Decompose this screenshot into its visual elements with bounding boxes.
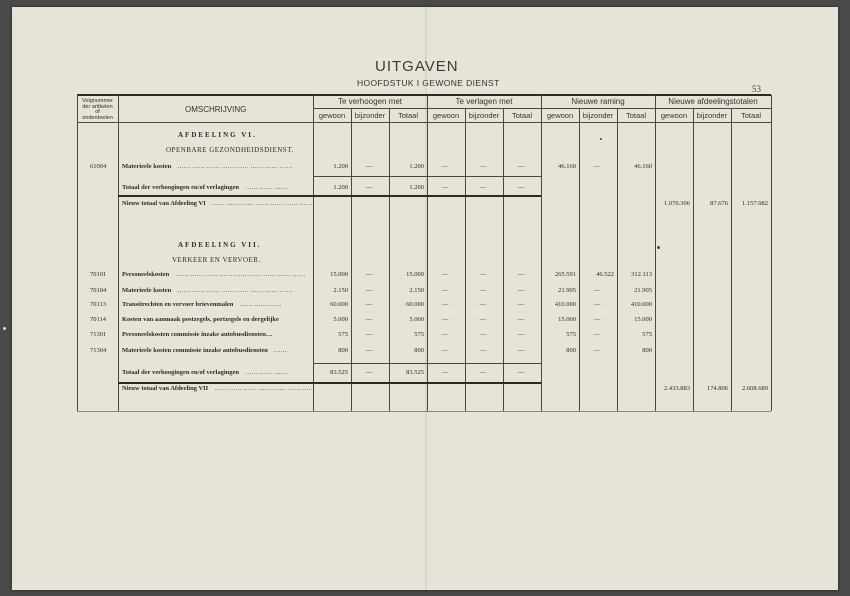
amount-cell: —: [479, 331, 487, 338]
amount-cell: 21.905: [634, 287, 652, 294]
article-description: Kosten van aanmaak postzegels, portzegels en dergelijke: [122, 316, 279, 323]
volgnummer-header: onderdeelen: [82, 114, 113, 121]
article-description: Materieele kosten …… …… …… …… …… …… …… ……: [122, 287, 293, 294]
section-subheading: VERKEER EN VERVOER.: [172, 256, 261, 264]
article-number: 71304: [90, 347, 107, 354]
amount-cell: 5.000: [409, 316, 424, 323]
new-total-description: Nieuw totaal van Afdeeling VI …… …… …… …… …… …… ……: [122, 200, 313, 207]
amount-cell: —: [441, 331, 449, 338]
amount-cell: —: [441, 301, 449, 308]
total-amount: 1.200: [333, 184, 348, 191]
column-subheader: Totaal: [740, 111, 761, 120]
total-amount: 1.200: [409, 184, 424, 191]
page-number: 53: [752, 84, 761, 94]
column-divider: [771, 95, 772, 411]
amount-cell: 2.150: [409, 287, 424, 294]
column-divider: [465, 108, 466, 411]
header-bottom-rule: [77, 122, 771, 123]
amount-cell: —: [365, 316, 373, 323]
page-subtitle: HOOFDSTUK I GEWONE DIENST: [357, 78, 500, 88]
dot-leader: …… …… ……: [245, 369, 288, 376]
omschrijving-header: OMSCHRIJVING: [185, 105, 247, 114]
column-group-header: Te verhoogen met: [337, 97, 403, 106]
amount-cell: —: [365, 301, 373, 308]
total-description: Totaal der verhoogingen en/of verlagingen …… …… ……: [122, 184, 288, 191]
amount-cell: —: [479, 301, 487, 308]
amount-cell: —: [441, 347, 449, 354]
section-heading: AFDEELING VI.: [178, 131, 257, 139]
amount-cell: —: [593, 163, 601, 170]
margin-mark: [657, 246, 660, 249]
column-divider: [731, 108, 732, 411]
article-number: 70114: [90, 316, 107, 323]
amount-cell: —: [517, 301, 525, 308]
column-divider: [77, 95, 78, 411]
margin-mark: [3, 327, 6, 330]
article-number: 70104: [90, 287, 107, 294]
amount-cell: 312.113: [631, 271, 652, 278]
amount-cell: 46.160: [634, 163, 652, 170]
amount-cell: 15.000: [634, 316, 652, 323]
amount-cell: —: [593, 301, 601, 308]
amount-cell: 800: [414, 347, 424, 354]
column-subheader: Totaal: [397, 111, 418, 120]
amount-cell: —: [593, 347, 601, 354]
article-description: Materieele kosten …… …… …… …… …… …… …… ……: [122, 163, 293, 170]
amount-cell: —: [517, 163, 525, 170]
article-number: 71301: [90, 331, 107, 338]
article-number: 70101: [90, 271, 107, 278]
amount-cell: 60.000: [330, 301, 348, 308]
amount-cell: —: [365, 347, 373, 354]
total-amount: —: [517, 184, 525, 191]
amount-cell: —: [593, 316, 601, 323]
amount-cell: —: [593, 331, 601, 338]
article-number: 70113: [90, 301, 107, 308]
amount-cell: —: [517, 316, 525, 323]
amount-cell: 60.000: [406, 301, 424, 308]
total-double-rule: [118, 195, 541, 197]
column-subheader: bijzonder: [468, 111, 500, 120]
column-subheader: gewoon: [432, 111, 460, 120]
group-rule: [313, 108, 771, 109]
total-amount: 83.525: [330, 369, 348, 376]
amount-cell: 800: [338, 347, 348, 354]
amount-cell: 575: [414, 331, 424, 338]
amount-cell: 1.200: [409, 163, 424, 170]
amount-cell: —: [517, 331, 525, 338]
dot-leader: …… …… …… …… …… …… …… ……: [177, 287, 293, 294]
total-amount: 83.525: [406, 369, 424, 376]
dot-leader: …… …… …… …… …… …… ……: [214, 385, 315, 392]
column-divider: [693, 108, 694, 411]
total-amount: —: [479, 184, 487, 191]
amount-cell: —: [517, 347, 525, 354]
total-amount: —: [441, 369, 449, 376]
amount-cell: 800: [642, 347, 652, 354]
total-description: Totaal der verhoogingen en/of verlagingen …… …… ……: [122, 369, 288, 376]
subtotal-rule: [313, 176, 541, 177]
subtotal-rule: [313, 363, 541, 364]
column-subheader: gewoon: [318, 111, 346, 120]
article-description: Personeelskosten commissie inzake autobusdiensten…: [122, 331, 273, 338]
amount-cell: —: [479, 316, 487, 323]
column-group-header: Nieuwe afdeelingstotalen: [668, 97, 758, 106]
amount-cell: 15.000: [558, 316, 576, 323]
dot-leader: …… …… ……: [245, 184, 288, 191]
amount-cell: —: [479, 271, 487, 278]
amount-cell: —: [365, 287, 373, 294]
column-divider: [503, 108, 504, 411]
total-amount: —: [441, 184, 449, 191]
amount-cell: —: [479, 287, 487, 294]
volgnummer-header: Volgnummer: [82, 98, 113, 104]
column-divider: [541, 95, 542, 411]
column-divider: [579, 108, 580, 411]
amount-cell: —: [365, 163, 373, 170]
amount-cell: 2.150: [333, 287, 348, 294]
dot-leader: …… …… …… …… …… …… …… ……: [177, 163, 293, 170]
table-end-rule: [77, 411, 771, 412]
column-divider: [389, 108, 390, 411]
amount-cell: —: [441, 316, 449, 323]
amount-cell: —: [441, 163, 449, 170]
amount-cell: 1.200: [333, 163, 348, 170]
amount-cell: —: [365, 271, 373, 278]
column-group-header: Te verlagen met: [455, 97, 513, 106]
article-description: Materieele kosten commissie inzake autobusdiensten ……: [122, 347, 287, 354]
column-divider: [118, 95, 119, 411]
volgnummer-header: of: [95, 109, 100, 115]
amount-cell: 21.905: [558, 287, 576, 294]
new-total-amount: 174.806: [706, 385, 728, 392]
amount-cell: 5.000: [333, 316, 348, 323]
column-divider: [351, 108, 352, 411]
column-subheader: bijzonder: [354, 111, 386, 120]
amount-cell: 15.000: [406, 271, 424, 278]
total-amount: —: [365, 369, 373, 376]
column-group-header: Nieuwe raming: [571, 97, 625, 106]
total-amount: —: [365, 184, 373, 191]
article-number: 61004: [90, 163, 107, 170]
amount-cell: —: [517, 271, 525, 278]
column-subheader: bijzonder: [696, 111, 728, 120]
column-subheader: bijzonder: [582, 111, 614, 120]
amount-cell: 46.522: [596, 271, 614, 278]
amount-cell: —: [593, 287, 601, 294]
amount-cell: —: [441, 271, 449, 278]
column-subheader: Totaal: [625, 111, 646, 120]
amount-cell: 800: [566, 347, 576, 354]
column-subheader: gewoon: [660, 111, 688, 120]
dot-leader: …… …… ……: [239, 301, 282, 308]
amount-cell: 265.591: [554, 271, 576, 278]
amount-cell: 575: [338, 331, 348, 338]
section-heading: AFDEELING VII.: [178, 241, 262, 249]
amount-cell: —: [441, 287, 449, 294]
header-top-rule: [77, 94, 771, 96]
new-total-amount: 1.070.306: [664, 200, 690, 207]
total-amount: —: [479, 369, 487, 376]
page-title: UITGAVEN: [375, 58, 459, 75]
amount-cell: —: [517, 287, 525, 294]
column-divider: [617, 108, 618, 411]
new-total-description: Nieuw totaal van Afdeeling VII …… …… …… …… …… …… ……: [122, 385, 315, 392]
new-total-amount: 2.433.883: [664, 385, 690, 392]
column-subheader: Totaal: [511, 111, 532, 120]
column-divider: [655, 95, 656, 411]
amount-cell: 575: [642, 331, 652, 338]
amount-cell: 410.000: [630, 301, 652, 308]
amount-cell: —: [365, 331, 373, 338]
section-subheading: OPENBARE GEZONDHEIDSDIENST.: [166, 146, 294, 154]
margin-mark: [600, 138, 602, 140]
amount-cell: 410.000: [554, 301, 576, 308]
new-total-amount: 2.608.689: [742, 385, 768, 392]
amount-cell: —: [479, 347, 487, 354]
new-total-amount: 1.157.982: [742, 200, 768, 207]
column-subheader: gewoon: [546, 111, 574, 120]
volgnummer-header: der artikelen: [82, 103, 113, 110]
amount-cell: 15.000: [330, 271, 348, 278]
total-amount: —: [517, 369, 525, 376]
dot-leader: ……: [273, 347, 287, 354]
amount-cell: —: [479, 163, 487, 170]
new-total-amount: 87.676: [710, 200, 728, 207]
amount-cell: 46.160: [558, 163, 576, 170]
dot-leader: …… …… …… …… …… …… ……: [211, 200, 313, 207]
article-description: Transitrechten en vervoer brievenmalen …… …… ……: [122, 301, 282, 308]
amount-cell: 575: [566, 331, 576, 338]
total-double-rule: [118, 382, 541, 384]
article-description: Personeelskosten …… …… …… …… …… …… …… …… ……: [122, 271, 306, 278]
dot-leader: …… …… …… …… …… …… …… …… ……: [175, 271, 306, 278]
